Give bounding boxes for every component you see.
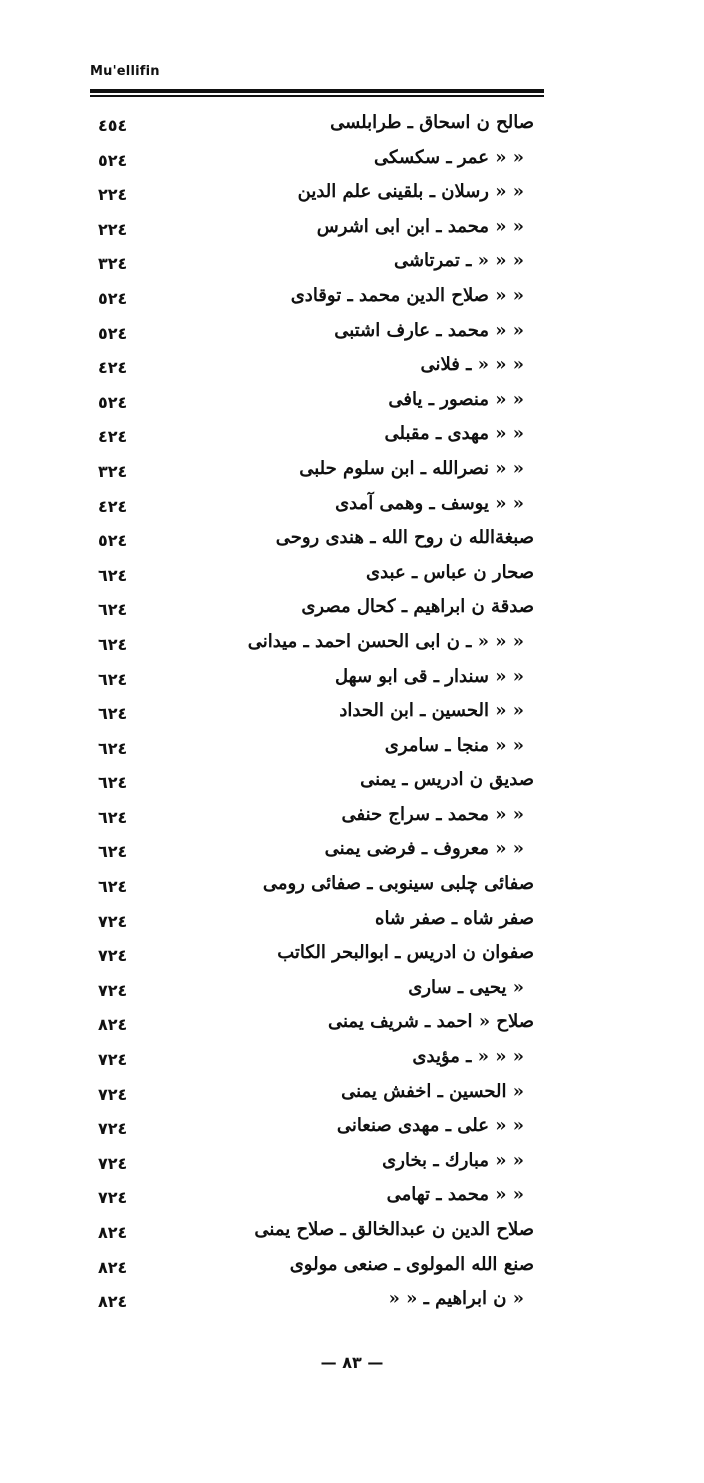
entry-author-name: صلاح « احمد ـ شریف یمنی xyxy=(328,1011,534,1033)
entry-page-number: ٤٢٥ xyxy=(98,392,128,412)
index-entry xyxy=(0,871,704,906)
index-entry xyxy=(0,975,704,1010)
entry-author-name: صنع الله المولوی ـ صنعی مولوی xyxy=(289,1253,534,1275)
index-entry xyxy=(0,560,704,595)
header-rule-thin xyxy=(90,95,544,97)
index-entry xyxy=(0,145,704,180)
entry-author-name: صفوان ن ادریس ـ ابوالبحر الکاتب xyxy=(277,942,534,964)
entry-author-name: صبغةالله ن روح الله ـ هندی روحی xyxy=(275,527,534,549)
index-entry xyxy=(0,387,704,422)
entry-author-name: صفائی چلبی سینوبی ـ صفائی رومی xyxy=(262,873,534,895)
entry-author-name: « « علی ـ مهدی صنعانی xyxy=(336,1115,524,1137)
entry-page-number: ٤٢٨ xyxy=(98,1257,128,1277)
index-entry xyxy=(0,1148,704,1183)
entry-page-number: ٤٢٦ xyxy=(98,600,128,620)
entry-page-number: ٤٢٦ xyxy=(98,634,128,654)
entry-author-name: « « منصور ـ یافی xyxy=(388,388,524,410)
index-entry xyxy=(0,1252,704,1287)
entry-author-name: « « سندار ـ قی ابو سهل xyxy=(335,665,524,687)
entry-author-name: « ن ابراهیم ـ « « xyxy=(388,1288,524,1310)
entry-author-name: « « یوسف ـ وهمی آمدی xyxy=(335,492,524,514)
entry-page-number: ٤٢٤ xyxy=(98,496,128,516)
entry-page-number: ٤٢٣ xyxy=(98,461,128,481)
entry-page-number: ٤٢٧ xyxy=(98,946,128,966)
entry-page-number: ٤٢٣ xyxy=(98,254,128,274)
entry-author-name: « « معروف ـ فرضی یمنی xyxy=(324,838,524,860)
index-list xyxy=(0,110,704,1321)
index-entry xyxy=(0,318,704,353)
entry-author-name: صدیق ن ادریس ـ یمنی xyxy=(360,769,534,791)
entry-author-name: « « رسلان ـ بلقینی علم الدین xyxy=(297,181,524,203)
entry-page-number: ٤٢٧ xyxy=(98,1119,128,1139)
entry-page-number: ٤٢٦ xyxy=(98,704,128,724)
index-entry xyxy=(0,491,704,526)
index-entry xyxy=(0,906,704,941)
entry-author-name: « « عمر ـ سکسکی xyxy=(374,146,524,168)
entry-author-name: « « نصرالله ـ ابن سلوم حلبی xyxy=(299,457,524,479)
index-entry xyxy=(0,1044,704,1079)
index-entry xyxy=(0,1182,704,1217)
entry-author-name: « « الحسین ـ ابن الحداد xyxy=(339,700,524,722)
entry-page-number: ٤٢٦ xyxy=(98,773,128,793)
index-entry xyxy=(0,1079,704,1114)
entry-page-number: ٤٢٦ xyxy=(98,669,128,689)
index-entry xyxy=(0,456,704,491)
index-entry xyxy=(0,802,704,837)
entry-author-name: « « محمد ـ عارف اشتبی xyxy=(334,319,524,341)
running-header: Mu'ellifin xyxy=(90,64,160,79)
entry-page-number: ٤٥٤ xyxy=(98,116,128,135)
entry-page-number: ٤٢٤ xyxy=(98,358,128,378)
entry-author-name: « « « ـ فلانی xyxy=(420,354,524,376)
index-entry xyxy=(0,1113,704,1148)
entry-author-name: « « محمد ـ سراج حنفی xyxy=(341,803,524,825)
header-rule-thick xyxy=(90,89,544,93)
index-entry xyxy=(0,1009,704,1044)
index-entry xyxy=(0,733,704,768)
entry-page-number: ٤٢٧ xyxy=(98,1084,128,1104)
entry-page-number: ٤٢٢ xyxy=(98,185,128,205)
entry-author-name: « « « ـ تمرتاشی xyxy=(393,250,524,272)
entry-author-name: « « محمد ـ ابن ابی اشرس xyxy=(316,215,524,237)
entry-author-name: صفر شاه ـ صفر شاه xyxy=(375,907,534,929)
entry-author-name: « « محمد ـ تهامی xyxy=(386,1184,524,1206)
entry-author-name: صحار ن عباس ـ عبدی xyxy=(366,561,534,583)
entry-page-number: ٤٢٧ xyxy=(98,1153,128,1173)
index-entry xyxy=(0,940,704,975)
index-entry xyxy=(0,352,704,387)
entry-author-name: « « مبارك ـ بخاری xyxy=(382,1149,524,1171)
index-entry xyxy=(0,629,704,664)
entry-author-name: صالح ن اسحاق ـ طرابلسی xyxy=(330,112,534,133)
index-entry xyxy=(0,594,704,629)
entry-author-name: صدقة ن ابراهیم ـ کحال مصری xyxy=(301,596,534,618)
entry-author-name: صلاح الدین ن عبدالخالق ـ صلاح یمنی xyxy=(254,1219,534,1240)
index-entry xyxy=(0,1286,704,1321)
index-entry xyxy=(0,214,704,249)
entry-author-name: « یحیی ـ ساری xyxy=(408,976,524,998)
entry-page-number: ٤٢٧ xyxy=(98,1188,128,1208)
entry-page-number: ٤٢٦ xyxy=(98,738,128,758)
index-entry xyxy=(0,767,704,802)
index-entry xyxy=(0,525,704,560)
entry-page-number: ٤٢٢ xyxy=(98,219,128,239)
page-number: — ٨٣ — xyxy=(320,1353,384,1372)
entry-page-number: ٤٢٤ xyxy=(98,427,128,447)
entry-page-number: ٤٢٥ xyxy=(98,531,128,551)
entry-page-number: ٤٢٦ xyxy=(98,807,128,827)
entry-author-name: « الحسین ـ اخفش یمنی xyxy=(341,1080,524,1102)
entry-author-name: « « « ـ ن ابی الحسن احمد ـ میدانی xyxy=(247,630,524,652)
index-entry xyxy=(0,421,704,456)
entry-author-name: « « صلاح الدین محمد ـ توقادی xyxy=(290,284,524,306)
entry-page-number: ٤٢٧ xyxy=(98,911,128,931)
entry-author-name: « « « ـ مؤیدی xyxy=(412,1046,524,1068)
entry-page-number: ٤٢٦ xyxy=(98,842,128,862)
entry-page-number: ٤٢٨ xyxy=(98,1015,128,1035)
entry-page-number: ٤٢٦ xyxy=(98,877,128,897)
entry-page-number: ٤٢٥ xyxy=(98,323,128,343)
index-entry xyxy=(0,1217,704,1252)
entry-page-number: ٤٢٥ xyxy=(98,288,128,308)
entry-page-number: ٤٢٦ xyxy=(98,565,128,585)
entry-page-number: ٤٢٧ xyxy=(98,1050,128,1070)
entry-page-number: ٤٢٨ xyxy=(98,1223,128,1242)
index-entry xyxy=(0,248,704,283)
index-entry xyxy=(0,698,704,733)
index-entry xyxy=(0,110,704,145)
index-entry xyxy=(0,283,704,318)
index-entry xyxy=(0,664,704,699)
index-entry xyxy=(0,836,704,871)
index-entry xyxy=(0,179,704,214)
entry-page-number: ٤٢٨ xyxy=(98,1292,128,1312)
entry-page-number: ٤٢٥ xyxy=(98,150,128,170)
entry-page-number: ٤٢٧ xyxy=(98,980,128,1000)
entry-author-name: « « مهدی ـ مقبلی xyxy=(384,423,524,445)
entry-author-name: « « منجا ـ سامری xyxy=(384,734,524,756)
